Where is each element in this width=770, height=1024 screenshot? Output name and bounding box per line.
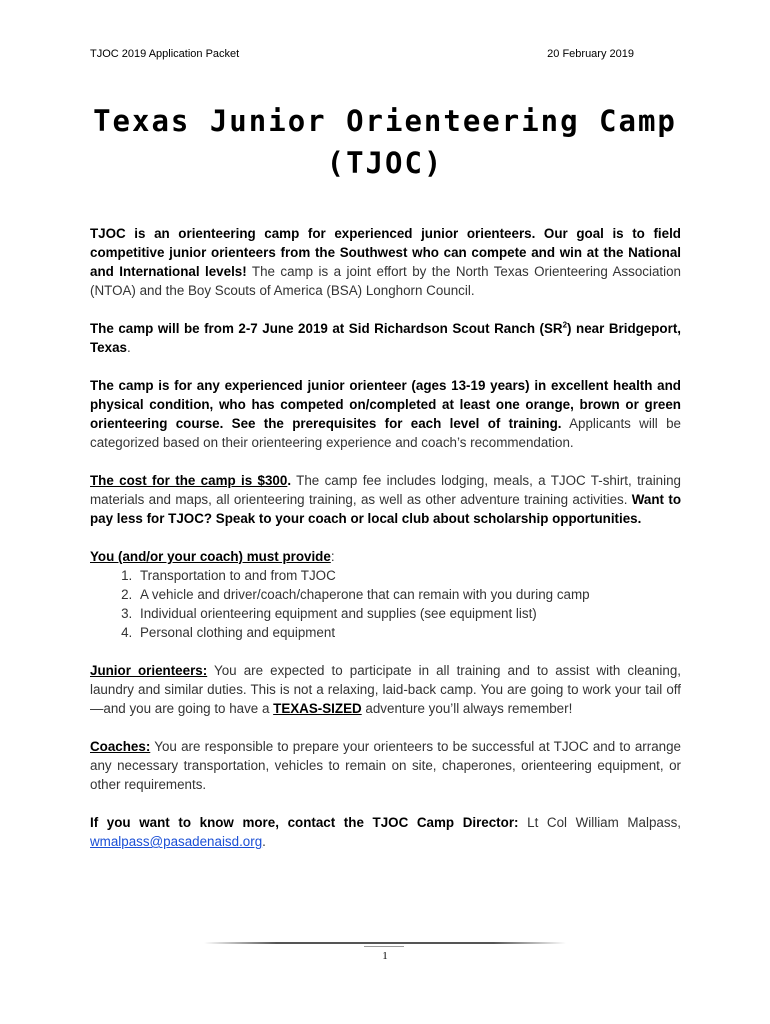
dates-text — [90, 321, 681, 355]
contact-end: . — [262, 834, 266, 849]
list-item: 2. A vehicle and driver/coach/chaperone that can remain with you during camp — [136, 585, 681, 604]
intro-bold: TJOC is an orienteering camp for experienced junior orienteers. Our goal is to field competitive junior orienteers from the Southwest who can compete and win at the National and International levels! — [90, 226, 681, 279]
cost-period: . — [287, 473, 292, 488]
document-body — [90, 224, 681, 870]
header-date: 20 February 2019 — [547, 48, 634, 60]
eligibility-paragraph — [90, 376, 681, 452]
dates-paragraph — [90, 319, 681, 357]
list-item: 4. Personal clothing and equipment — [136, 623, 681, 642]
provide-colon: : — [330, 549, 335, 564]
coaches-paragraph — [90, 737, 681, 794]
list-item: 3. Individual orienteering equipment and supplies (see equipment list) — [136, 604, 681, 623]
contact-name: Lt Col William Malpass, — [518, 815, 681, 830]
dates-sup: 2 — [562, 320, 568, 330]
juniors-text1: You are expected to participate in all training and to assist with cleaning, laundry and similar duties. This is not a relaxing, laid-back camp. You are going to work your tail off—and you are going to have a — [90, 663, 681, 716]
cost-scholarship: Want to pay less for TJOC? Speak to your coach or local club about scholarship opportunities. — [90, 492, 681, 526]
list-item: 1. Transportation to and from TJOC — [136, 566, 681, 585]
contact-paragraph — [90, 813, 681, 851]
coaches-text: You are responsible to prepare your orienteers to be successful at TJOC and to arrange any necessary transportation, vehicles to remain on site, chaperones, orienteering equipment, or other requirements. — [90, 739, 681, 792]
intro-rest: The camp is a joint effort by the North Texas Orienteering Association (NTOA) and the Boy Scouts of America (BSA) Longhorn Council. — [90, 264, 681, 298]
document-title: Texas Junior Orienteering Camp — [93, 104, 677, 138]
contact-email-link[interactable]: wmalpass@pasadenaisd.org — [90, 834, 263, 849]
header-left: TJOC 2019 Application Packet — [90, 48, 240, 60]
page-number: 1 — [382, 950, 388, 962]
dates-end: . — [126, 340, 131, 355]
eligibility-bold: The camp is for any experienced junior orienteer (ages 13-19 years) in excellent health and physical condition, who has competed on/completed at least one orange, brown or green orienteering course. See the prerequisites for each level of training. — [90, 378, 681, 431]
contact-bold: If you want to know more, contact the TJOC Camp Director: — [90, 815, 519, 830]
juniors-label: Junior orienteers: — [90, 663, 208, 678]
document-title-acronym: (TJOC) — [326, 146, 444, 180]
juniors-text2: adventure you’ll always remember! — [361, 701, 573, 716]
cost-paragraph — [90, 471, 681, 528]
provide-heading: You (and/or your coach) must provide — [90, 549, 331, 564]
intro-paragraph — [90, 224, 681, 300]
coaches-label: Coaches: — [90, 739, 151, 754]
juniors-paragraph — [90, 661, 681, 718]
texas-sized: TEXAS-SIZED — [273, 701, 362, 716]
dates-after: ) near Bridgeport, Texas — [90, 321, 682, 355]
cost-underlined: The cost for the camp is $300 — [90, 473, 288, 488]
dates-before: The camp will be from 2-7 June 2019 at Sid Richardson Scout Ranch (SR — [90, 321, 563, 336]
provide-heading-line — [90, 547, 681, 566]
cost-rest: The camp fee includes lodging, meals, a TJOC T-shirt, training materials and maps, all orienteering training, as well as other adventure training activities. — [90, 473, 681, 507]
provide-list — [90, 566, 681, 642]
footer-divider — [204, 942, 566, 944]
footer-divider-short — [364, 946, 404, 947]
eligibility-rest: Applicants will be categorized based on their orienteering experience and coach’s recommendation. — [90, 416, 681, 450]
